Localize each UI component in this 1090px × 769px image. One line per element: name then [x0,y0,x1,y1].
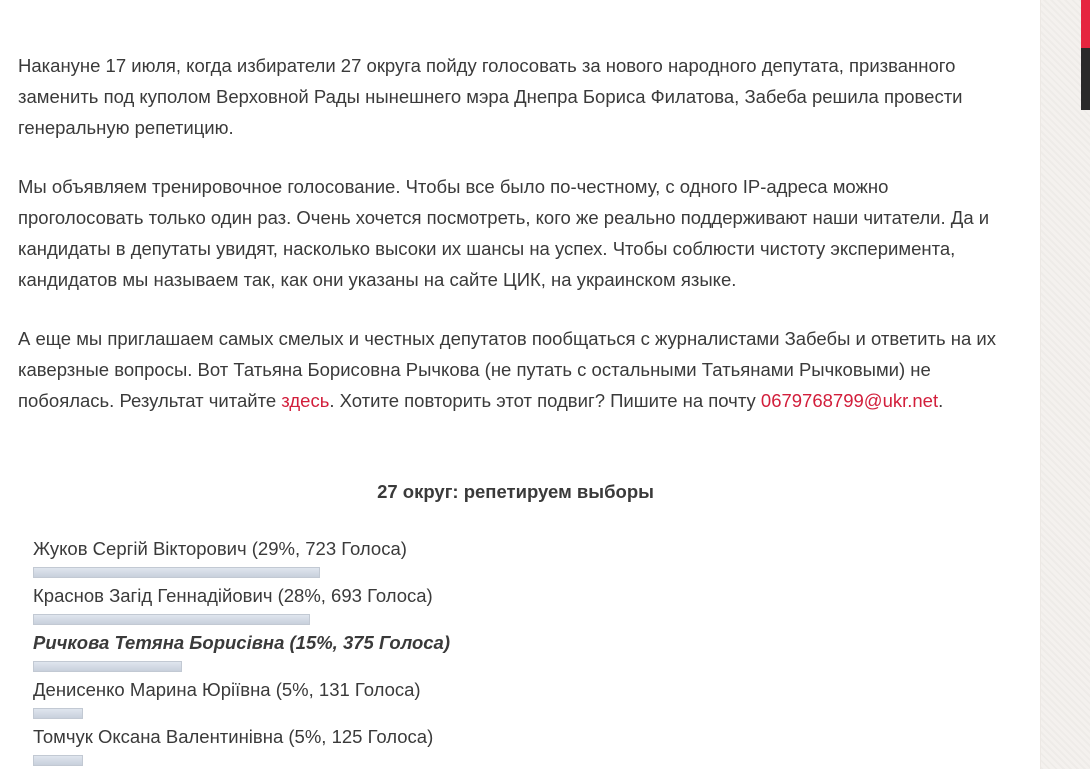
sidebar-accent-red [1081,0,1090,48]
sidebar-accent-dark [1081,48,1090,110]
poll-result-label: Жуков Сергій Вікторович (29%, 723 Голоса) [33,538,407,559]
poll-result-item [33,583,733,630]
paragraph-text: А еще мы приглашаем самых смелых и честных депутатов пообщаться с журналистами Забебы и ответить на их каверзные вопросы. Вот Татьяна Борисовна Рычкова (не путать с остальными Татьянами Рычковыми) не побоялась. Результат читайте [18,328,996,411]
here-link[interactable]: здесь [281,390,330,411]
poll-result-item [33,536,733,583]
article-paragraph-2: Мы объявляем тренировочное голосование. Чтобы все было по-честному, с одного IP-адреса можно проголосовать только один раз. Очень хочется посмотреть, кого же реально поддерживают наши читатели. Да и кандидаты в депутаты увидят, насколько высоки их шансы на успех. Чтобы соблюсти чистоту эксперимента, кандидатов мы называем так, как они указаны на сайте ЦИК, на украинском языке. [18,176,990,290]
poll-result-item-selected [33,630,733,677]
poll-result-bar [33,708,83,719]
sidebar-background [1040,0,1090,769]
poll-result-bar [33,755,83,766]
paragraph-text: . Хотите повторить этот подвиг? Пишите на почту [329,390,761,411]
poll-result-item [33,724,733,769]
article-paragraph-1: Накануне 17 июля, когда избиратели 27 округа пойду голосовать за нового народного депутата, призванного заменить под куполом Верховной Рады нынешнего мэра Днепра Бориса Филатова, Забеба решила провести генеральную репетицию. [18,55,963,138]
poll-title: 27 округ: репетируем выборы [377,481,654,502]
poll-result-label: Краснов Загід Геннадійович (28%, 693 Голоса) [33,585,433,606]
email-link[interactable]: 0679768799@ukr.net [760,390,939,411]
paragraph-text: . [938,390,944,411]
poll-results [33,536,733,769]
poll-result-bar [33,567,320,578]
article-paragraph-3 [18,323,1018,416]
poll-result-bar [33,661,182,672]
poll-result-bar [33,614,310,625]
poll-result-label: Томчук Оксана Валентинівна (5%, 125 Голоса) [33,726,434,747]
poll-result-label: Денисенко Марина Юріївна (5%, 131 Голоса) [33,679,421,700]
poll-result-item [33,677,733,724]
article-body [18,50,1018,444]
poll-result-label: Ричкова Тетяна Борисівна (15%, 375 Голоса) [33,632,451,653]
